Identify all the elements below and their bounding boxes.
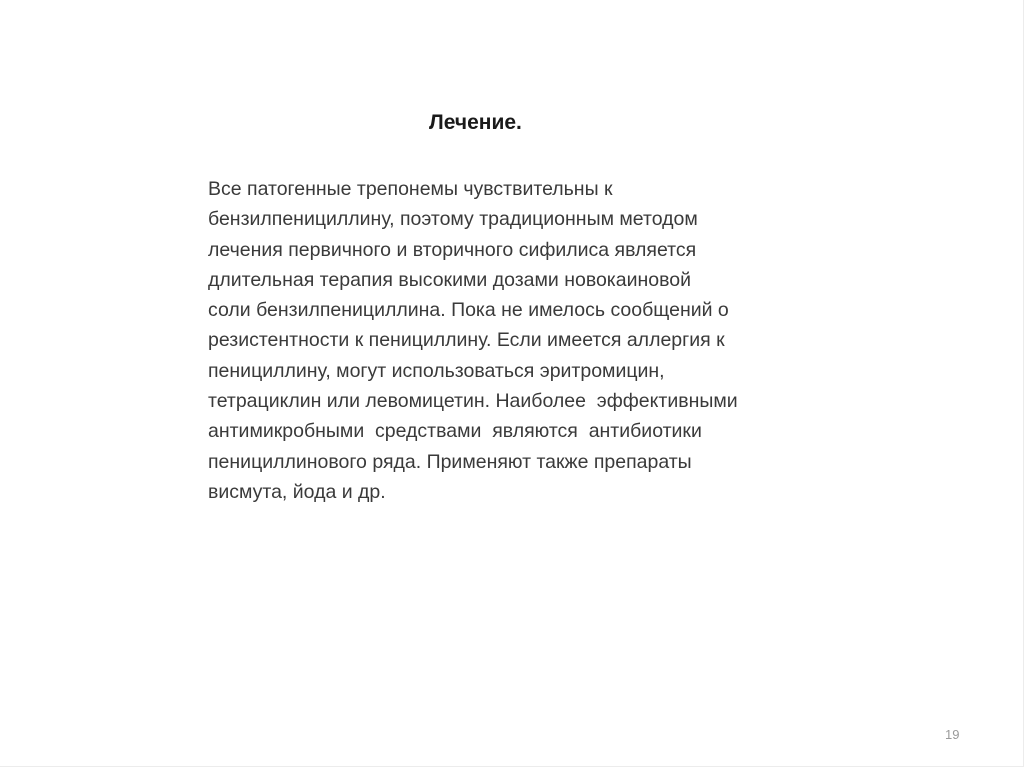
slide-body-text	[208, 174, 868, 507]
body-line: висмута, йода и др.	[208, 480, 386, 503]
body-line: тетрациклин или левомицетин. Наиболее эффективными	[208, 390, 738, 413]
body-line: антимикробными средствами являются антибиотики	[208, 420, 702, 443]
body-line: Все патогенные трепонемы чувствительны к	[208, 178, 613, 200]
body-line: соли бензилпенициллина. Пока не имелось сообщений о	[208, 299, 729, 322]
body-line: резистентности к пенициллину. Если имеется аллергия к	[208, 329, 725, 352]
body-line: длительная терапия высокими дозами новокаиновой	[208, 268, 691, 291]
body-line: пенициллинового ряда. Применяют также препараты	[208, 450, 692, 473]
page-number: 19	[945, 727, 960, 742]
body-line: пенициллину, могут использоваться эритромицин,	[208, 359, 665, 382]
slide-title: Лечение.	[429, 111, 522, 134]
body-line: лечения первичного и вторичного сифилиса является	[208, 238, 697, 261]
body-line: бензилпенициллину, поэтому традиционным методом	[208, 208, 698, 231]
